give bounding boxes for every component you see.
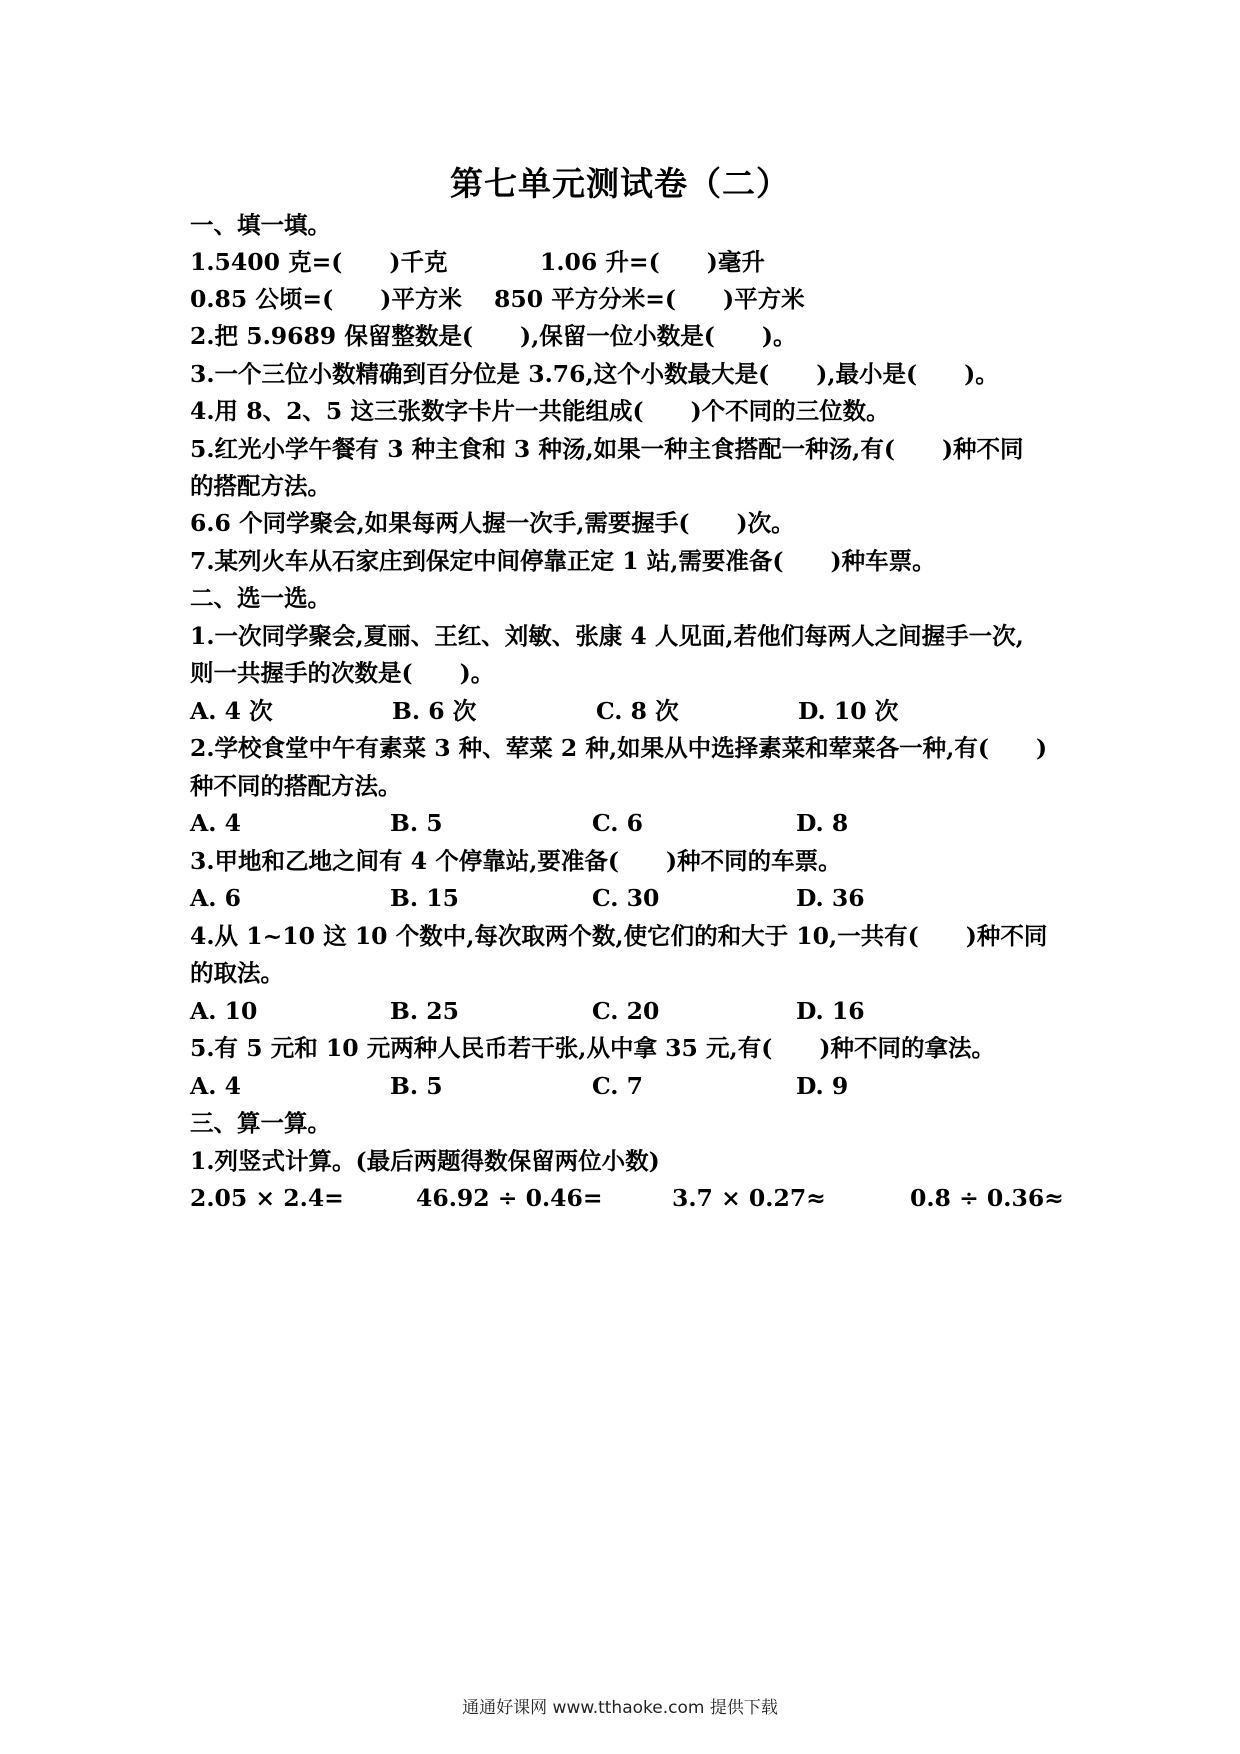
s2-q4-line1: 4.从 1~10 这 10 个数中,每次取两个数,使它们的和大于 10,一共有( )种不同 [190, 922, 1048, 950]
s1-q5-line2: 的搭配方法。 [190, 472, 331, 500]
s1-q2: 2.把 5.9689 保留整数是( ),保留一位小数是( )。 [190, 322, 797, 350]
calc-item: 0.8 ÷ 0.36≈ [910, 1184, 1064, 1212]
s1-q1-line1-b: 1.06 升=( )毫升 [540, 248, 765, 276]
section-1-heading: 一、填一填。 [190, 211, 331, 239]
s2-q2-option-d: D. 8 [796, 809, 849, 837]
s2-q4-option-c: C. 20 [592, 997, 660, 1025]
s2-q1-option-b: B. 6 次 [392, 697, 477, 725]
s2-q3: 3.甲地和乙地之间有 4 个停靠站,要准备( )种不同的车票。 [190, 847, 842, 875]
s1-q1-line2-b: 850 平方分米=( )平方米 [494, 285, 805, 313]
s2-q5-option-c: C. 7 [592, 1072, 644, 1100]
s2-q5-option-a: A. 4 [190, 1072, 241, 1100]
page-title: 第七单元测试卷（二） [450, 164, 790, 203]
s2-q1-line1: 1.一次同学聚会,夏丽、王红、刘敏、张康 4 人见面,若他们每两人之间握手一次, [190, 622, 1024, 650]
calc-item: 2.05 × 2.4= [190, 1184, 344, 1212]
s1-q1-line1-a: 1.5400 克=( )千克 [190, 248, 448, 276]
s2-q4-line2: 的取法。 [190, 959, 284, 987]
s1-q5-line1: 5.红光小学午餐有 3 种主食和 3 种汤,如果一种主食搭配一种汤,有( )种不同 [190, 435, 1024, 463]
s2-q2-line2: 种不同的搭配方法。 [190, 772, 402, 800]
s2-q2-option-c: C. 6 [592, 809, 644, 837]
s3-q1: 1.列竖式计算。(最后两题得数保留两位小数) [190, 1147, 660, 1175]
s2-q2-line1: 2.学校食堂中午有素菜 3 种、荤菜 2 种,如果从中选择素菜和荤菜各一种,有( ) [190, 734, 1048, 762]
s1-q4: 4.用 8、2、5 这三张数字卡片一共能组成( )个不同的三位数。 [190, 397, 890, 425]
section-3-heading: 三、算一算。 [190, 1109, 331, 1137]
s2-q5-option-b: B. 5 [390, 1072, 443, 1100]
page-footer: 通通好课网 www.tthaoke.com 提供下载 [462, 1698, 778, 1718]
s2-q1-line2: 则一共握手的次数是( )。 [190, 659, 495, 687]
s2-q3-option-c: C. 30 [592, 884, 660, 912]
calc-item: 46.92 ÷ 0.46= [416, 1184, 603, 1212]
s2-q4-option-d: D. 16 [796, 997, 865, 1025]
calc-item: 3.7 × 0.27≈ [672, 1184, 826, 1212]
section-2-heading: 二、选一选。 [190, 584, 331, 612]
s1-q6: 6.6 个同学聚会,如果每两人握一次手,需要握手( )次。 [190, 509, 795, 537]
s2-q2-option-b: B. 5 [390, 809, 443, 837]
s1-q1-line2-a: 0.85 公顷=( )平方米 [190, 285, 462, 313]
s2-q2-option-a: A. 4 [190, 809, 241, 837]
s2-q5: 5.有 5 元和 10 元两种人民币若干张,从中拿 35 元,有( )种不同的拿法。 [190, 1034, 995, 1062]
s1-q7: 7.某列火车从石家庄到保定中间停靠正定 1 站,需要准备( )种车票。 [190, 547, 936, 575]
s2-q3-option-b: B. 15 [390, 884, 459, 912]
s2-q1-option-d: D. 10 次 [798, 697, 899, 725]
s2-q1-option-c: C. 8 次 [596, 697, 679, 725]
s2-q4-option-b: B. 25 [390, 997, 459, 1025]
s2-q4-option-a: A. 10 [190, 997, 258, 1025]
s1-q3: 3.一个三位小数精确到百分位是 3.76,这个小数最大是( ),最小是( )。 [190, 360, 999, 388]
s2-q3-option-d: D. 36 [796, 884, 865, 912]
s2-q1-option-a: A. 4 次 [190, 697, 273, 725]
s2-q3-option-a: A. 6 [190, 884, 241, 912]
s2-q5-option-d: D. 9 [796, 1072, 849, 1100]
